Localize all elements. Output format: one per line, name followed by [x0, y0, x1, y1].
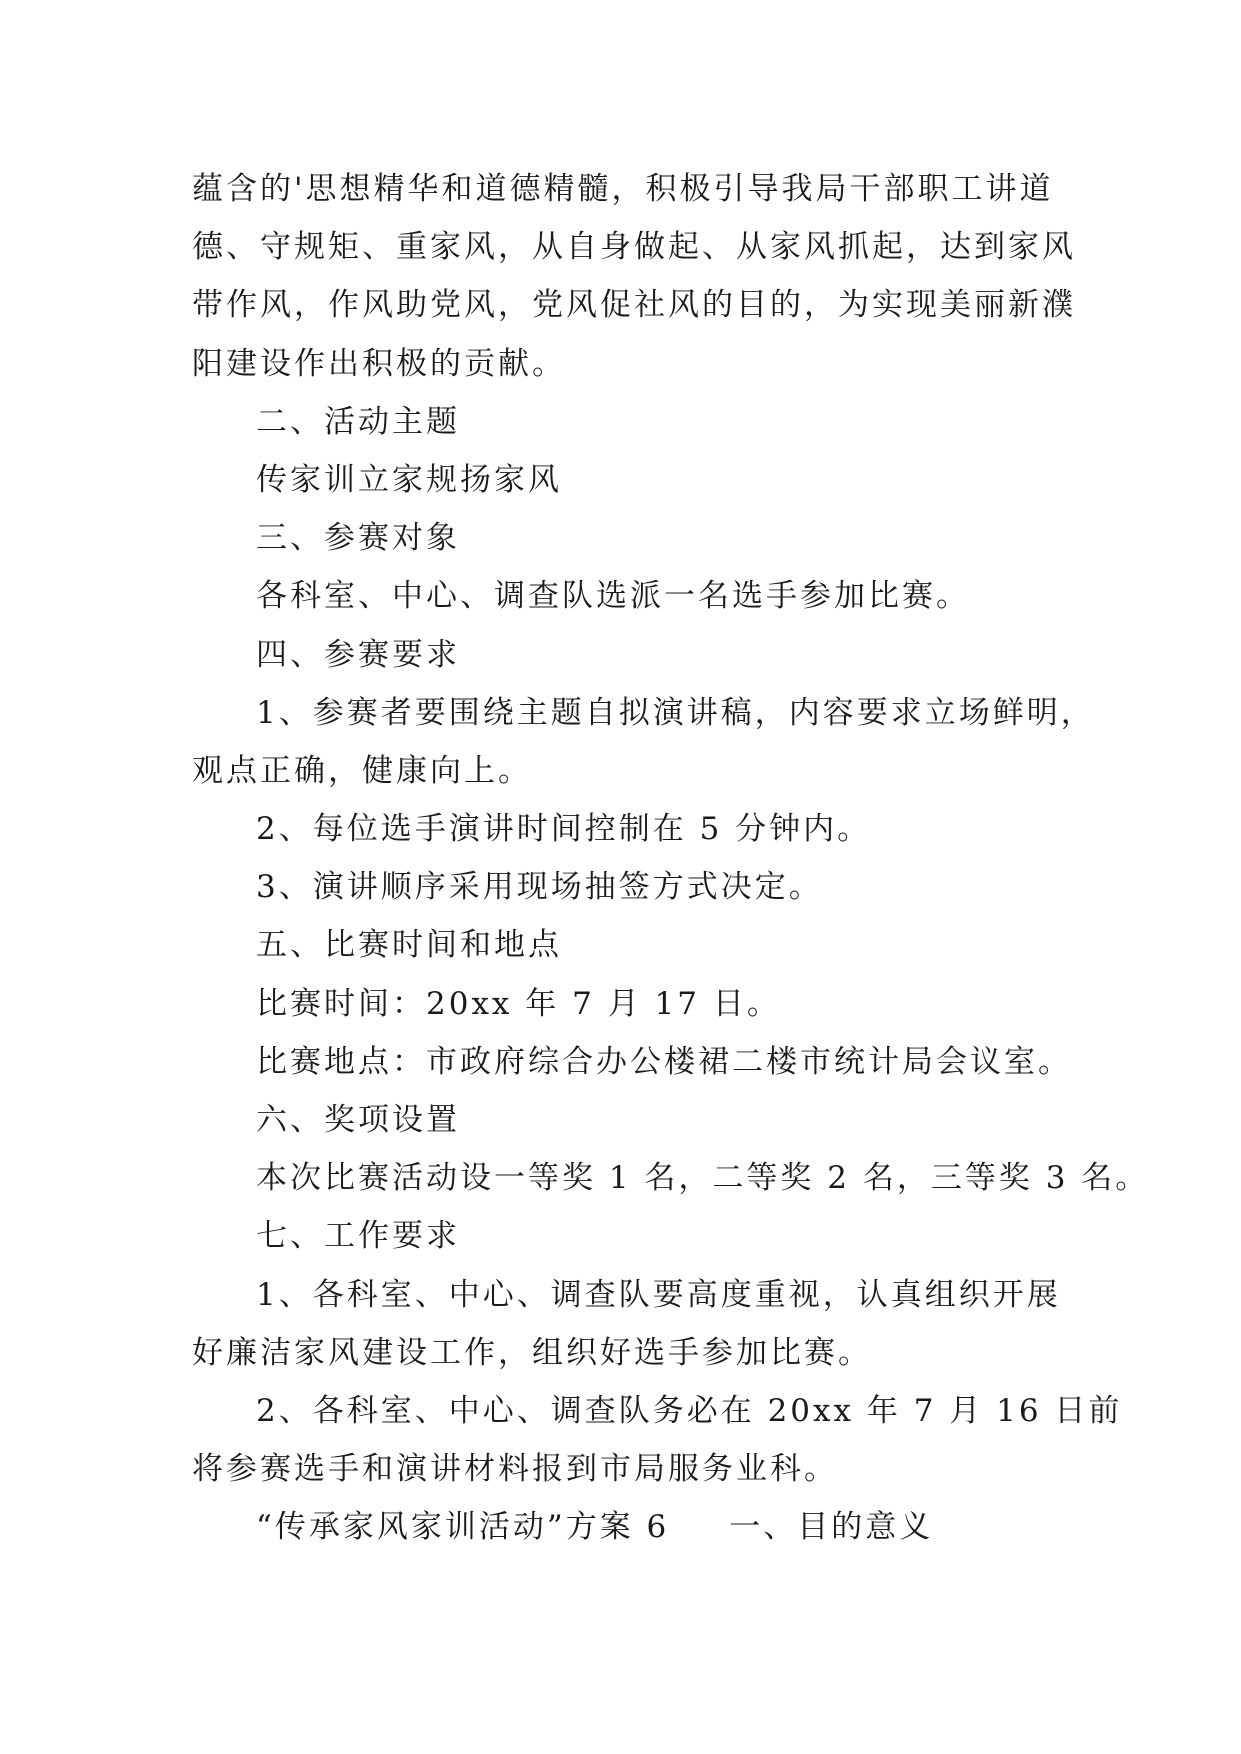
paragraph-line: 本次比赛活动设一等奖 1 名，二等奖 2 名，三等奖 3 名。 [256, 1160, 1150, 1197]
paragraph-line: 德、守规矩、重家风，从自身做起、从家风抓起，达到家风 [192, 229, 1076, 266]
document-body [192, 160, 1150, 1557]
section-heading: 六、奖项设置 [256, 1102, 460, 1138]
paragraph-line: 蕴含的'思想精华和道德精髓，积极引导我局干部职工讲道 [192, 171, 1054, 207]
section-heading: 七、工作要求 [256, 1218, 460, 1255]
section-heading: 五、比赛时间和地点 [256, 927, 562, 964]
paragraph-line: 1、参赛者要围绕主题自拟演讲稿，内容要求立场鲜明， [256, 694, 1095, 731]
paragraph-line: 3、演讲顺序采用现场抽签方式决定。 [256, 869, 823, 906]
paragraph-line: 观点正确，健康向上。 [192, 752, 532, 789]
document-title-line [192, 1498, 1072, 1556]
section-heading: 二、活动主题 [256, 403, 460, 440]
paragraph-line: 将参赛选手和演讲材料报到市局服务业科。 [192, 1451, 838, 1488]
section-heading: 四、参赛要求 [256, 636, 460, 673]
paragraph-line: 好廉洁家风建设工作，组织好选手参加比赛。 [192, 1334, 872, 1371]
paragraph-line: 各科室、中心、调查队选派一名选手参加比赛。 [256, 578, 970, 615]
paragraph-line: 比赛时间：20xx 年 7 月 17 日。 [256, 985, 781, 1022]
paragraph-line: 2、每位选手演讲时间控制在 5 分钟内。 [256, 811, 872, 848]
document-title: “传承家风家训活动”方案 6 [256, 1509, 670, 1546]
paragraph-line: 传家训立家规扬家风 [256, 461, 562, 498]
paragraph-line: 2、各科室、中心、调查队务必在 20xx 年 7 月 16 日前 [256, 1392, 1123, 1429]
paragraph-line: 1、各科室、中心、调查队要高度重视，认真组织开展 [256, 1276, 1061, 1313]
section-heading: 一、目的意义 [729, 1509, 934, 1546]
paragraph-line: 带作风，作风助党风，党风促社风的目的，为实现美丽新濮 [192, 287, 1076, 324]
section-heading: 三、参赛对象 [256, 520, 460, 557]
paragraph-line: 比赛地点：市政府综合办公楼裙二楼市统计局会议室。 [256, 1043, 1072, 1080]
paragraph-line: 阳建设作出积极的贡献。 [192, 345, 566, 382]
